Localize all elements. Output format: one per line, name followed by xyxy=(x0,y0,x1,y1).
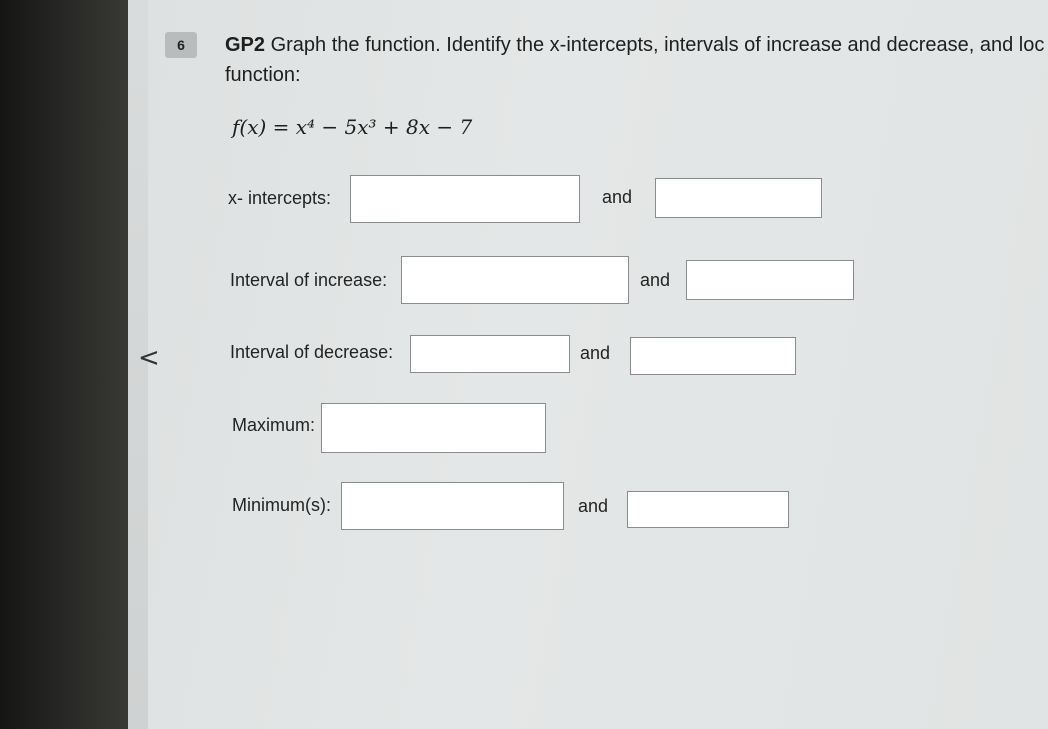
and-label: and xyxy=(640,270,671,290)
decrease-label: Interval of decrease: xyxy=(230,342,394,362)
decrease-2-input[interactable] xyxy=(630,337,796,375)
x-intercept-2-input[interactable] xyxy=(655,178,822,218)
increase-2-input[interactable] xyxy=(686,260,854,300)
function-expression: f(x) = x⁴ − 5x³ + 8x − 7 xyxy=(232,115,473,139)
chevron-left-icon[interactable]: < xyxy=(138,343,160,373)
increase-1-input[interactable] xyxy=(401,256,629,304)
decrease-1-input[interactable] xyxy=(410,335,570,373)
prompt-line1: Graph the function. Identify the x-intercepts, intervals of increase and decrease, and loc xyxy=(270,34,1045,56)
prompt-line2: function: xyxy=(225,64,301,86)
question-number: 6 xyxy=(165,32,197,58)
monitor-bezel xyxy=(0,0,135,729)
and-label: and xyxy=(578,496,609,516)
increase-label: Interval of increase: xyxy=(230,270,388,290)
minimum-1-input[interactable] xyxy=(341,482,564,530)
minimum-label: Minimum(s): xyxy=(232,495,331,515)
and-label: and xyxy=(602,187,633,207)
maximum-input[interactable] xyxy=(321,403,546,453)
x-intercepts-label: x- intercepts: xyxy=(228,188,332,208)
maximum-label: Maximum: xyxy=(232,415,316,435)
and-label: and xyxy=(580,343,611,363)
question-page xyxy=(148,0,1048,729)
question-code: GP2 xyxy=(225,34,266,56)
minimum-2-input[interactable] xyxy=(627,491,789,528)
x-intercept-1-input[interactable] xyxy=(350,175,580,223)
question-prompt xyxy=(225,30,1048,90)
